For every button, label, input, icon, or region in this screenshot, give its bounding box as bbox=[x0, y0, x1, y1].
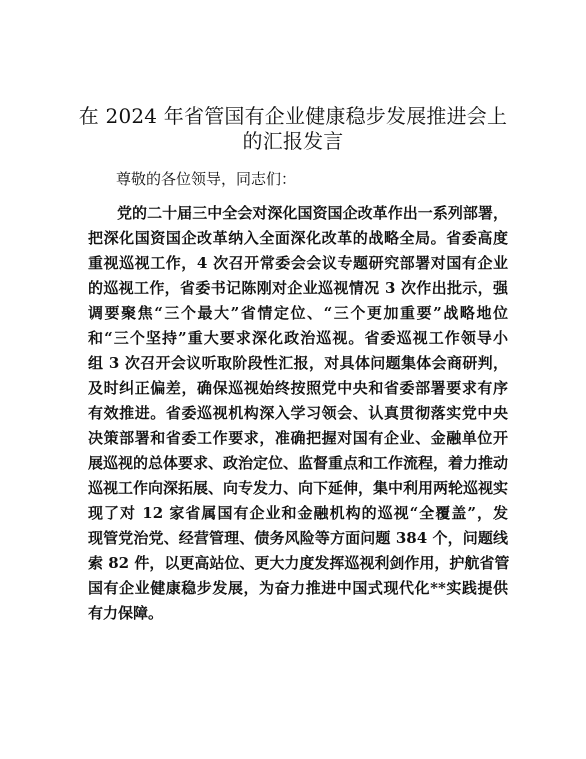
body-line: 国有企业健康稳步发展，为奋力推进中国式现代化**实践提供 bbox=[88, 579, 508, 597]
body-line: 的巡视工作，省委书记陈刚对企业巡视情况 3 次作出批示，强 bbox=[88, 279, 508, 297]
document-title bbox=[60, 104, 526, 154]
title-line-2: 的汇报发言 bbox=[242, 129, 344, 153]
body-line: 有力保障。 bbox=[88, 604, 164, 622]
body-paragraph bbox=[88, 201, 508, 626]
body-line: 决策部署和省委工作要求，准确把握对国有企业、金融单位开 bbox=[88, 429, 508, 447]
body-line: 把深化国资国企改革纳入全面深化改革的战略全局。省委高度 bbox=[88, 229, 508, 247]
body-line: 巡视工作向深拓展、向专发力、向下延伸，集中利用两轮巡视实 bbox=[88, 479, 509, 497]
body-line: 有效推进。省委巡视机构深入学习领会、认真贯彻落实党中央 bbox=[88, 404, 508, 422]
body-line: 和“三个坚持”重大要求深化政治巡视。省委巡视工作领导小 bbox=[88, 329, 508, 347]
body-line: 及时纠正偏差，确保巡视始终按照党中央和省委部署要求有序 bbox=[88, 379, 508, 397]
title-line-1: 在 2024 年省管国有企业健康稳步发展推进会上 bbox=[78, 104, 508, 128]
body-line: 现管党治党、经营管理、债务风险等方面问题 384 个，问题线 bbox=[88, 529, 508, 547]
body-line: 党的二十届三中全会对深化国资国企改革作出一系列部署， bbox=[117, 204, 508, 222]
body-line: 索 82 件，以更高站位、更大力度发挥巡视利剑作用，护航省管 bbox=[88, 554, 510, 572]
body-line: 展巡视的总体要求、政治定位、监督重点和工作流程，着力推动 bbox=[88, 454, 509, 472]
body-line: 重视巡视工作，4 次召开常委会会议专题研究部署对国有企业 bbox=[88, 254, 508, 272]
greeting: 尊敬的各位领导，同志们： bbox=[116, 170, 297, 188]
body-line: 调要聚焦“三个最大”省情定位、“三个更加重要”战略地位 bbox=[88, 304, 508, 322]
body-line: 组 3 次召开会议听取阶段性汇报，对具体问题集体会商研判， bbox=[88, 354, 508, 372]
body-line: 现了对 12 家省属国有企业和金融机构的巡视“全覆盖”，发 bbox=[88, 504, 508, 522]
